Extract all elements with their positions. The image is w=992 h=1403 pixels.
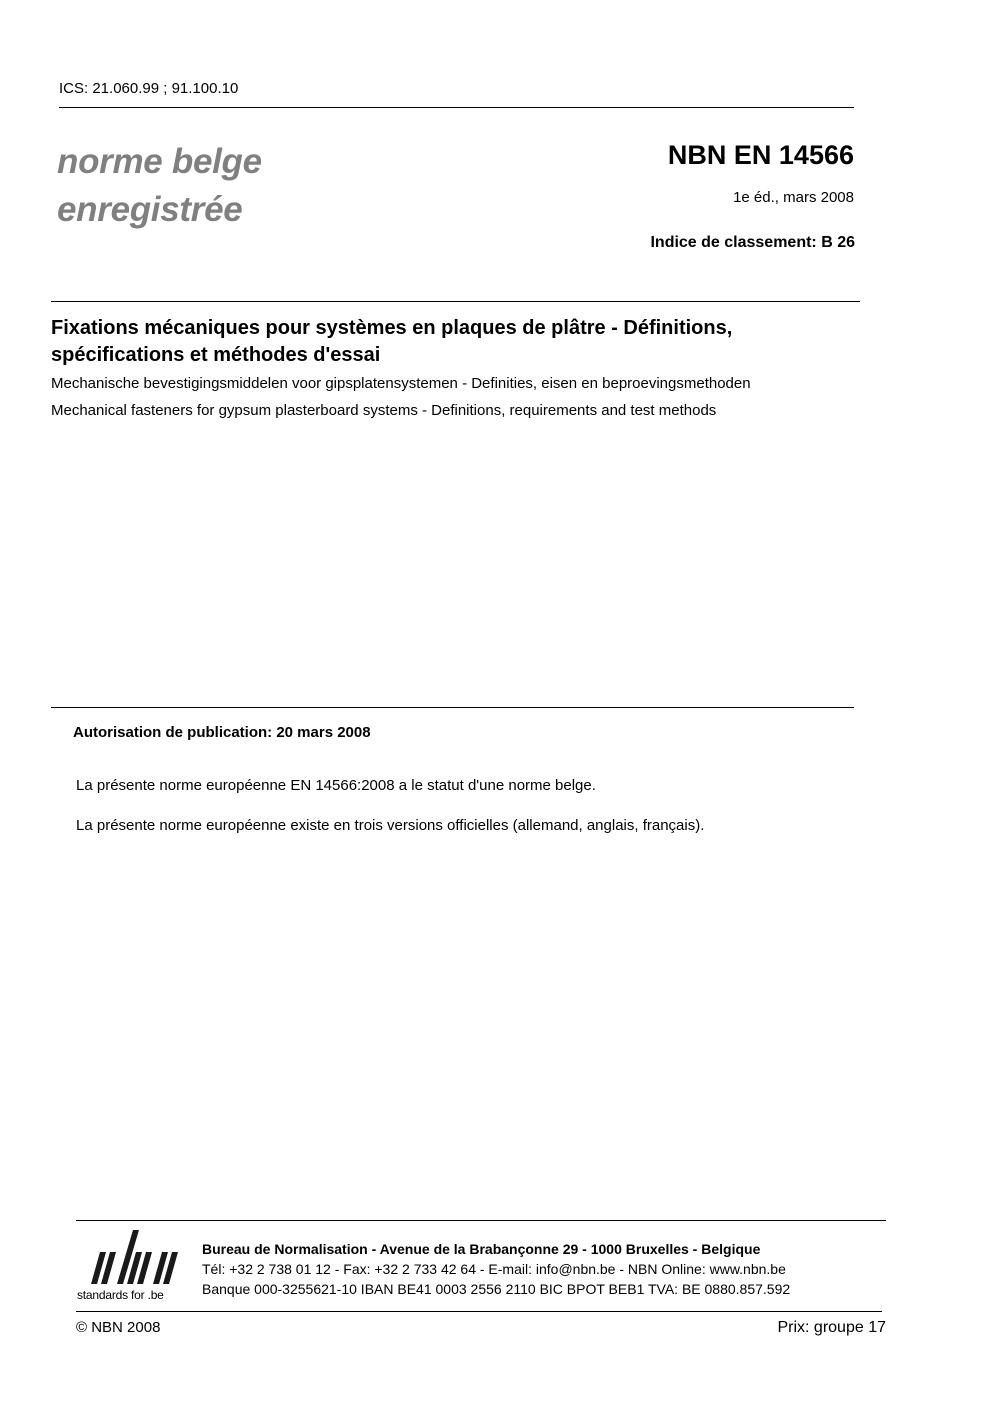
- footer-bank: Banque 000-3255621-10 IBAN BE41 0003 2556 2110 BIC BPOT BEB1 TVA: BE 0880.857.592: [202, 1281, 791, 1297]
- title-english: Mechanical fasteners for gypsum plasterboard systems - Definitions, requirements and test methods: [51, 402, 717, 419]
- footer-address: Bureau de Normalisation - Avenue de la Brabançonne 29 - 1000 Bruxelles - Belgique: [202, 1241, 761, 1257]
- copyright: © NBN 2008: [76, 1319, 161, 1336]
- logo-tagline: standards for .be: [77, 1288, 164, 1302]
- footer-contact: Tél: +32 2 738 01 12 - Fax: +32 2 733 42 64 - E-mail: info@nbn.be - NBN Online: www.nbn.be: [202, 1261, 786, 1277]
- classification-index: Indice de classement: B 26: [650, 234, 855, 251]
- brand-label-line1: norme belge: [57, 142, 262, 181]
- publication-authorization: Autorisation de publication: 20 mars 2008: [73, 724, 371, 741]
- footer-bottom-divider: [76, 1311, 882, 1312]
- edition-date: 1e éd., mars 2008: [733, 189, 854, 206]
- versions-paragraph: La présente norme européenne existe en trois versions officielles (allemand, anglais, français).: [76, 817, 705, 834]
- price-group: Prix: groupe 17: [777, 1319, 886, 1336]
- body-divider: [51, 707, 854, 708]
- status-paragraph: La présente norme européenne EN 14566:2008 a le statut d'une norme belge.: [76, 777, 596, 794]
- title-dutch: Mechanische bevestigingsmiddelen voor gipsplatensystemen - Definities, eisen en beproevingsmethoden: [51, 375, 751, 392]
- title-divider: [51, 301, 860, 302]
- document-number: NBN EN 14566: [667, 140, 854, 170]
- ics-code: ICS: 21.060.99 ; 91.100.10: [59, 80, 239, 97]
- brand-label-line2: enregistrée: [57, 190, 243, 229]
- title-french: Fixations mécaniques pour systèmes en plaques de plâtre - Définitions, spécifications et méthodes d'essai: [51, 317, 733, 366]
- top-divider: [59, 107, 854, 108]
- footer-divider: [76, 1220, 886, 1221]
